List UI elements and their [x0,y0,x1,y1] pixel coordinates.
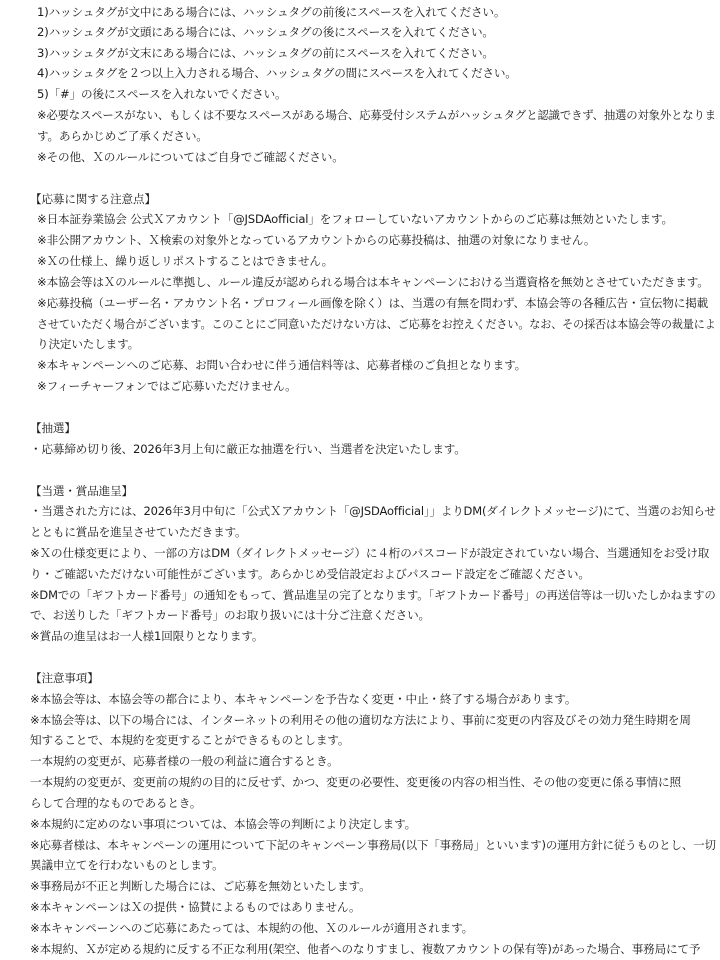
entry-note-line: ※Ｘの仕様上、繰り返しリポストすることはできません。 [37,254,334,268]
hashtag-rule-2: 2)ハッシュタグが文頭にある場合には、ハッシュタグの後にスペースを入れてください。 [37,25,494,39]
section-heading-lottery: 【抽選】 [30,421,76,435]
hashtag-rule-1: 1)ハッシュタグが文中にある場合には、ハッシュタグの前後にスペースを入れてください。 [37,5,506,19]
hashtag-rule-3: 3)ハッシュタグが文末にある場合には、ハッシュタグの前にスペースを入れてください。 [37,46,494,60]
section-heading-cautions: 【注意事項】 [30,671,99,685]
hashtag-rule-5: 5)「#」の後にスペースを入れないでください。 [37,87,287,101]
caution-line: 一本規約の変更が、変更前の規約の目的に反せず、かつ、変更の必要性、変更後の内容の相当性、その他の変更に係る事情に照 [30,775,681,789]
prize-line: り・ご確認いただけない可能性がございます。あらかじめ受信設定およびパスコード設定をご確認ください。 [30,567,590,581]
section-heading-entry-notes: 【応募に関する注意点】 [30,192,156,206]
prize-line: ※Ｘの仕様変更により、一部の方はDM（ダイレクトメッセージ）に４桁のパスコードが設定されていない場合、当選通知をお受け取 [30,546,710,560]
prize-line: ・当選された方には、2026年3月中旬に「公式Ｘアカウント「@JSDAofficial」」よりDM(ダイレクトメッセージ)にて、当選のお知らせ [30,504,716,518]
hashtag-note-spacing: ※必要なスペースがない、もしくは不要なスペースがある場合、応募受付システムがハッシュタグと認識できず、抽選の対象外となりま [37,108,716,122]
caution-line: ※本キャンペーンへのご応募にあたっては、本規約の他、Ｘのルールが適用されます。 [30,921,474,935]
caution-line: ※本規約に定めのない事項については、本協会等の判断により決定します。 [30,817,417,831]
caution-line: ※本規約、Ｘが定める規約に反する不正な利用(架空、他者へのなりすまし、複数アカウントの保有等)があった場合、事務局にて予 [30,942,701,956]
hashtag-note-spacing-cont: す。あらかじめご了承ください。 [37,129,208,143]
caution-line: らして合理的なものであるとき。 [30,796,202,810]
caution-line: ※本キャンペーンはＸの提供・協賛によるものではありません。 [30,900,361,914]
hashtag-rule-4: 4)ハッシュタグを２つ以上入力される場合、ハッシュタグの間にスペースを入れてください。 [37,66,517,80]
entry-note-line: ※本キャンペーンへのご応募、お問い合わせに伴う通信料等は、応募者様のご負担となります。 [37,358,527,372]
caution-line: 一本規約の変更が、応募者様の一般の利益に適合するとき。 [30,754,339,768]
caution-line: ※本協会等は、本協会等の都合により、本キャンペーンを予告なく変更・中止・終了する場合があります。 [30,692,577,706]
entry-note-line: ※フィーチャーフォンではご応募いただけません。 [37,379,297,393]
prize-line: とともに賞品を進呈させていただきます。 [30,525,247,539]
prize-line: ※DMでの「ギフトカード番号」の通知をもって、賞品進呈の完了となります。「ギフトカード番号」の再送信等は一切いたしかねますの [30,588,716,602]
caution-line: ※事務局が不正と判断した場合には、ご応募を無効といたします。 [30,879,371,893]
entry-note-line: ※日本証券業協会 公式Ｘアカウント「@JSDAofficial」をフォローしていないアカウントからのご応募は無効といたします。 [37,212,673,226]
section-heading-prize: 【当選・賞品進呈】 [30,484,133,498]
hashtag-note-x-rules: ※その他、Ｘのルールについてはご自身でご確認ください。 [37,150,344,164]
entry-note-line: ※非公開アカウント、Ｘ検索の対象外となっているアカウントからの応募投稿は、抽選の対象になりません。 [37,233,596,247]
caution-line: ※応募者様は、本キャンペーンの運用について下記のキャンペーン事務局(以下「事務局」といいます)の運用方針に従うものとし、一切 [30,838,716,852]
prize-line: ※賞品の進呈はお一人様1回限りとなります。 [30,629,264,643]
entry-note-line: させていただく場合がございます。このことにご同意いただけない方は、ご応募をお控えください。なお、その採否は本協会等の裁量によ [37,317,716,331]
prize-line: で、お送りした「ギフトカード番号」のお取り扱いには十分ご注意ください。 [30,608,430,622]
entry-note-line: り決定いたします。 [37,337,140,351]
caution-line: ※本協会等は、以下の場合には、インターネットの利用その他の適切な方法により、事前に変更の内容及びその効力発生時期を周 [30,713,691,727]
entry-note-line: ※応募投稿（ユーザー名・アカウント名・プロフィール画像を除く）は、当選の有無を問わず、本協会等の各種広告・宣伝物に掲載 [37,296,709,310]
entry-note-line: ※本協会等はＸのルールに準拠し、ルール違反が認められる場合は本キャンペーンにおける当選資格を無効とさせていただきます。 [37,275,709,289]
caution-line: 異議申立てを行わないものとします。 [30,858,224,872]
lottery-line: ・応募締め切り後、2026年3月上旬に厳正な抽選を行い、当選者を決定いたします。 [30,442,466,456]
caution-line: 知することで、本規約を変更することができるものとします。 [30,733,350,747]
